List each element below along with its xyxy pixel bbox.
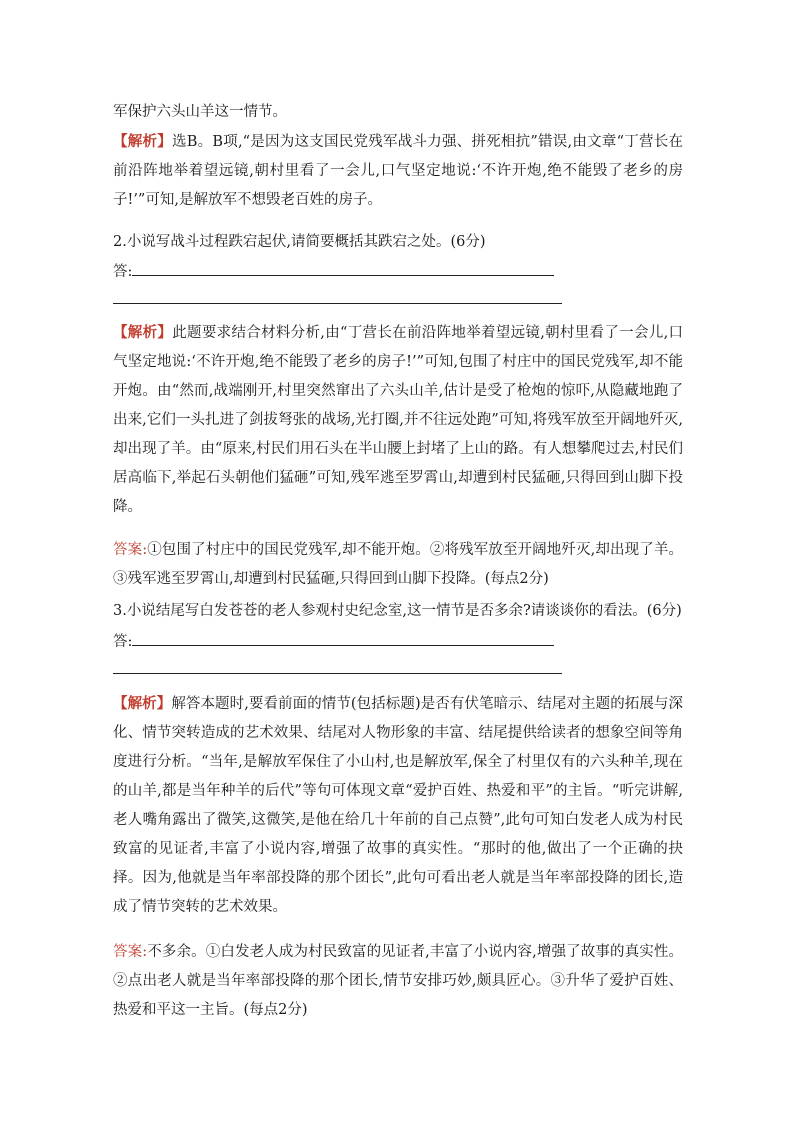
q3-answer-prefix: 答: — [113, 634, 133, 650]
q3-analysis-paragraph — [113, 689, 683, 922]
q3-answer-line-1[interactable] — [132, 627, 554, 646]
q2-answer-prefix: 答: — [113, 264, 133, 280]
q3-analysis-text: 解答本题时,要看前面的情节(包括标题)是否有伏笔暗示、结尾对主题的拓展与深化、情节突转造成的艺术效果、结尾对人物形象的丰富、结尾提供给读者的想象空间等角度进行分析。“当年,是解放军保住了小山村,也是解放军,保全了村里仅有的六头种羊,现在的山羊,都是当年种羊的后代”等句可体现文章“爱护百姓、热爱和平”的主旨。“听完讲解,老人嘴角露出了微笑,这微笑,是他在给几十年前的自己点赞”,此句可知白发老人成为村民致富的见证者,丰富了小说内容,增强了故事的真实性。“那时的他,做出了一个正确的抉择。因为,他就是当年率部投降的那个团长”,此句可看出老人就是当年率部投降的团长,造成了情节突转的艺术效果。 — [113, 696, 684, 915]
intro-tail — [113, 98, 683, 127]
q2-answer-line-1[interactable] — [132, 257, 554, 276]
analysis-label: 【解析】 — [113, 324, 173, 341]
q1-analysis-text: 选B。B项,“是因为这支国民党残军战斗力强、拼死相抗”错误,由文章“丁营长在前沿阵地举着望远镜,朝村里看了一会儿,口气坚定地说:‘不许开炮,绝不能毁了老乡的房子!’”可知,是解放军不想毁老百姓的房子。 — [113, 134, 684, 208]
q3-answer-line-2[interactable] — [113, 673, 562, 674]
q3-question-text: 3.小说结尾写白发苍苍的老人参观村史纪念室,这一情节是否多余?请谈谈你的看法。(6分) — [113, 603, 682, 619]
q3-answer-field[interactable] — [113, 627, 683, 657]
q3-analysis — [113, 689, 683, 922]
q2-answer-text: ①包围了村庄中的国民党残军,却不能开炮。②将残军放至开阔地歼灭,却出现了羊。③残军逃至罗霄山,却遭到村民猛砸,只得回到山脚下投降。(每点2分) — [113, 542, 684, 587]
intro-tail-text: 军保护六头山羊这一情节。 — [113, 104, 287, 120]
q2-analysis-text: 此题要求结合材料分析,由“丁营长在前沿阵地举着望远镜,朝村里看了一会儿,口气坚定地说:‘不许开炮,绝不能毁了老乡的房子!’”可知,包围了村庄中的国民党残军,却不能开炮。由“然而,战端刚开,村里突然窜出了六头山羊,估计是受了枪炮的惊吓,从隐藏地跑了出来,它们一头扎进了剑拔弩张的战场,光打圈,并不往远处跑”可知,将残军放至开阔地歼灭,却出现了羊。由“原来,村民们用石头在半山腰上封堵了上山的路。有人想攀爬过去,村民们居高临下,举起石头朝他们猛砸”可知,残军逃至罗霄山,却遭到村民猛砸,只得回到山脚下投降。 — [113, 325, 683, 515]
q2-answer-field[interactable] — [113, 257, 683, 287]
analysis-label: 【解析】 — [113, 695, 172, 712]
q2-analysis-paragraph — [113, 318, 683, 522]
analysis-label: 【解析】 — [113, 133, 172, 150]
answer-label: 答案: — [113, 542, 148, 558]
q1-analysis — [113, 127, 683, 215]
q2-answer — [113, 536, 683, 594]
q3-answer-text: 不多余。①白发老人成为村民致富的见证者,丰富了小说内容,增强了故事的真实性。②点出老人就是当年率部投降的那个团长,情节安排巧妙,颇具匠心。③升华了爱护百姓、热爱和平这一主旨。(每点2分) — [113, 944, 684, 1018]
q2-question — [113, 228, 683, 257]
q3-answer-paragraph — [113, 938, 683, 1025]
q3-answer — [113, 938, 683, 1025]
q3-question — [113, 597, 683, 626]
q2-analysis — [113, 318, 683, 522]
q1-analysis-paragraph — [113, 127, 683, 215]
q2-answer-line-2[interactable] — [113, 303, 562, 304]
answer-label: 答案: — [113, 944, 148, 960]
q2-question-text: 2.小说写战斗过程跌宕起伏,请简要概括其跌宕之处。(6分) — [113, 234, 486, 250]
q2-answer-paragraph — [113, 536, 683, 594]
